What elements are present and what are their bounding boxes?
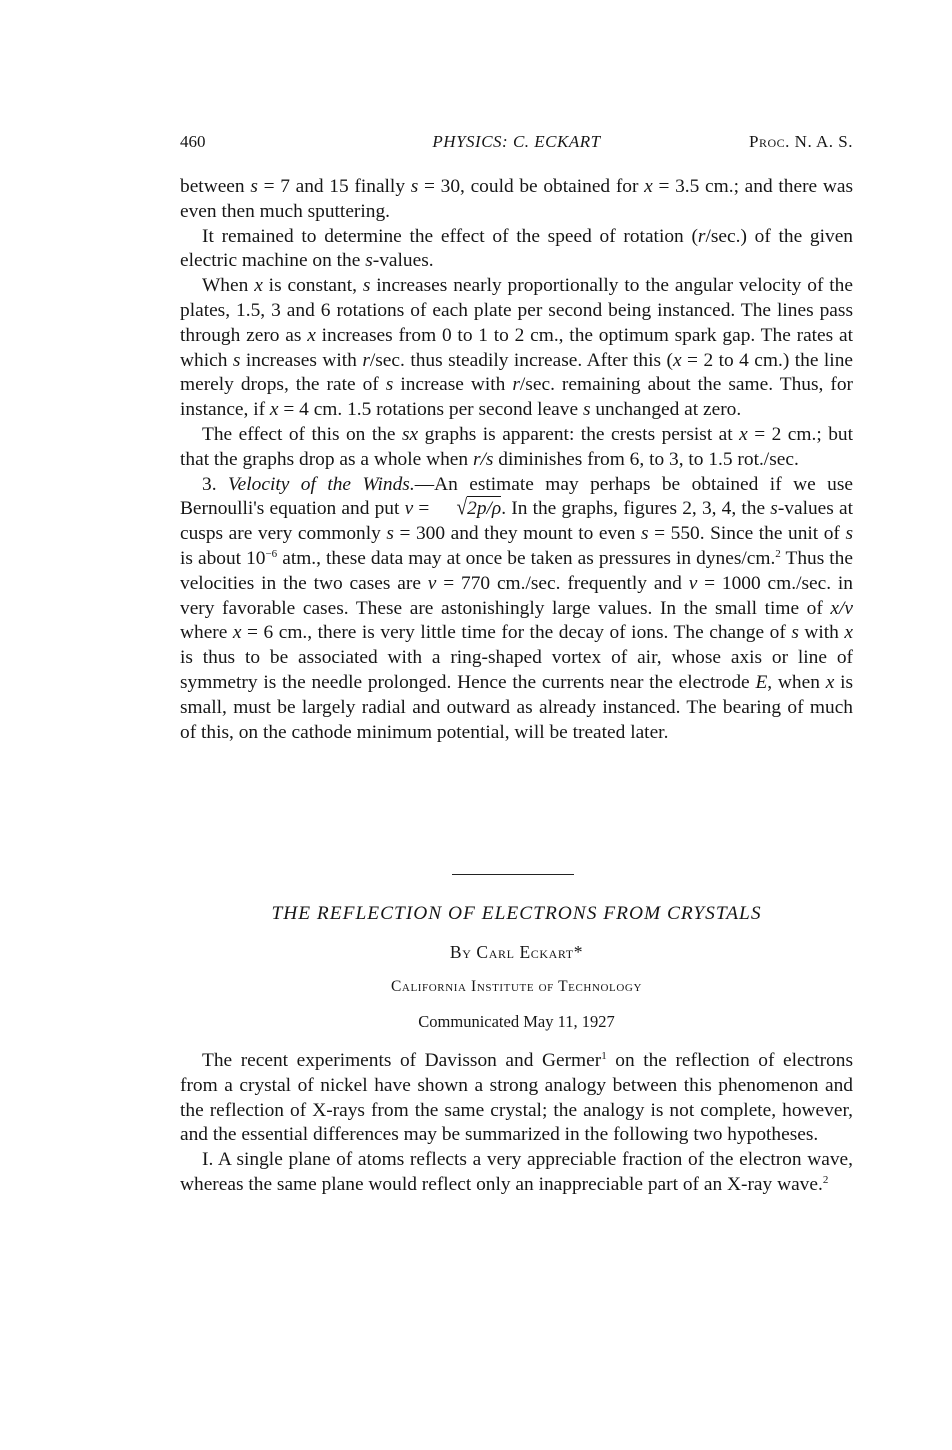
section-paragraph: 3. Velocity of the Winds.—An estimate may perhaps be obtained if we use Bernoulli's equation and put v = √2p/ρ. In the graphs, figures 2, 3, 4, the s-values at cusps are very commonly s = 300 and they mount to even s = 550. Since the unit of s is about $10^{-6}$ atm., these data may at once be taken as pressures in dynes/cm.$^2$ Thus the velocities in the two cases are v = 770 cm./sec. frequently and v = 1000 cm./sec. in very favorable cases. These are astonishingly large values. In the small time of x/v where x = 6 cm., there is very little time for the decay of ions. The change of s with x is thus to be associated with a ring-shaped vortex of air, whose axis or line of symmetry is the needle prolonged. Hence the currents near the electrode E, when x is small, must be largely radial and outward as already instanced. The bearing of much of this, on the cathode minimum potential, will be treated later. bbox=[180, 473, 854, 743]
section-heading: Velocity of the Winds. bbox=[227, 473, 415, 495]
paragraph: I. A single plane of atoms reflects a very appreciable fraction of the electron wave, whereas the same plane would reflect only an inappreciable part of an X-ray wave.$^2$ bbox=[180, 1149, 853, 1195]
paragraph: It remained to determine the effect of the speed of rotation (r/sec.) of the given electric machine on the s-values. bbox=[180, 225, 853, 272]
running-header bbox=[180, 132, 853, 156]
article-title: THE REFLECTION OF ELECTRONS FROM CRYSTALS bbox=[271, 903, 762, 924]
page-number: 460 bbox=[180, 132, 206, 151]
section-divider bbox=[452, 874, 574, 875]
square-root-expression: √2p/ρ bbox=[456, 496, 502, 521]
running-title: PHYSICS: C. ECKART bbox=[432, 132, 601, 151]
footnote-ref: 1 bbox=[601, 1050, 607, 1062]
author-byline: By Carl Eckart* bbox=[449, 942, 584, 962]
communicated-date: Communicated May 11, 1927 bbox=[418, 1012, 615, 1031]
author-affiliation: California Institute of Technology bbox=[390, 978, 643, 995]
footnote-ref: 2 bbox=[822, 1173, 829, 1186]
paragraph: between s = 7 and 15 finally s = 30, could be obtained for x = 3.5 cm.; and there was even then much sputtering. bbox=[180, 176, 853, 222]
paragraph: The recent experiments of Davisson and Germer$^1$ on the reflection of electrons from a crystal of nickel have shown a strong analogy between this phenomenon and the reflection of X-rays from the same crystal; the analogy is not complete, however, and the essential differences may be summarized in the following two hypotheses. bbox=[180, 1050, 853, 1146]
article-body bbox=[180, 1049, 853, 1198]
paragraph: The effect of this on the sx graphs is apparent: the crests persist at x = 2 cm.; but that the graphs drop as a whole when r/s diminishes from 6, to 3, to 1.5 rot./sec. bbox=[180, 423, 853, 470]
previous-article-body bbox=[180, 175, 853, 745]
journal-name: Proc. N. A. S. bbox=[749, 132, 853, 151]
footnote-ref: 2 bbox=[775, 547, 781, 560]
paragraph: When x is constant, s increases nearly proportionally to the angular velocity of the plates, 1.5, 3 and 6 rotations of each plate per second being instanced. The lines pass through zero as x increases from 0 to 1 to 2 cm., the optimum spark gap. The rates at which s increases with r/sec. thus steadily increase. After this (x = 2 to 4 cm.) the line merely drops, the rate of s increase with r/sec. remaining about the same. Thus, for instance, if x = 4 cm. 1.5 rotations per second leave s unchanged at zero. bbox=[180, 275, 853, 421]
